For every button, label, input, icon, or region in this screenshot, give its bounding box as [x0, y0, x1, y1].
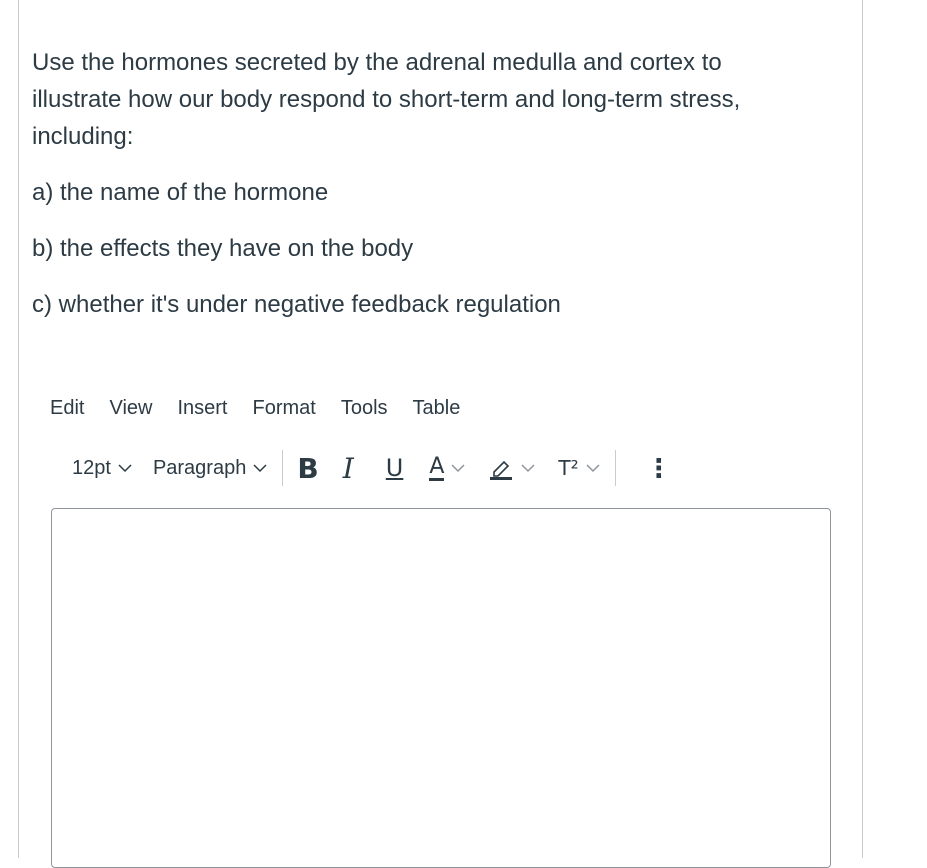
highlight-color-button[interactable]: [488, 455, 536, 481]
chevron-down-icon: [117, 463, 133, 473]
font-size-value: 12pt: [72, 456, 111, 479]
bold-icon: B: [297, 451, 319, 485]
superscript-button[interactable]: [558, 456, 600, 480]
chevron-down-icon: [252, 463, 268, 473]
font-size-select[interactable]: [72, 457, 133, 480]
bold-button[interactable]: [297, 452, 318, 485]
text-color-icon: A: [429, 453, 445, 479]
underline-button[interactable]: [386, 454, 404, 482]
menu-table[interactable]: Table: [412, 397, 461, 419]
question-item-a: a) the name of the hormone: [32, 179, 329, 206]
underline-icon: U: [385, 454, 404, 482]
italic-icon: I: [342, 451, 354, 485]
rich-text-editor-area[interactable]: [51, 508, 831, 868]
menu-tools[interactable]: Tools: [340, 397, 388, 419]
menu-edit[interactable]: Edit: [50, 397, 85, 419]
toolbar-divider: [615, 450, 616, 486]
question-text: [32, 44, 792, 342]
editor-toolbar: [72, 448, 812, 488]
block-format-value: Paragraph: [152, 456, 247, 479]
toolbar-divider: [282, 450, 283, 486]
menu-view[interactable]: View: [109, 397, 153, 419]
more-icon: ⋮: [645, 452, 672, 483]
menu-format[interactable]: Format: [252, 397, 316, 419]
block-format-select[interactable]: [153, 457, 268, 480]
more-options-button[interactable]: [646, 453, 672, 484]
chevron-down-icon: [520, 463, 536, 473]
superscript-icon: T²: [558, 456, 579, 480]
italic-button[interactable]: [343, 452, 354, 485]
highlighter-icon: [488, 455, 514, 481]
text-color-button[interactable]: [429, 453, 466, 481]
question-intro: Use the hormones secreted by the adrenal medulla and cortex to illustrate how our body respond to short-term and long-term stress, including:: [32, 49, 741, 150]
chevron-down-icon: [450, 463, 466, 473]
question-item-c: c) whether it's under negative feedback regulation: [32, 291, 561, 318]
editor-menubar: [50, 395, 473, 425]
chevron-down-icon: [585, 463, 601, 473]
menu-insert[interactable]: Insert: [177, 397, 228, 419]
question-item-b: b) the effects they have on the body: [32, 235, 414, 262]
